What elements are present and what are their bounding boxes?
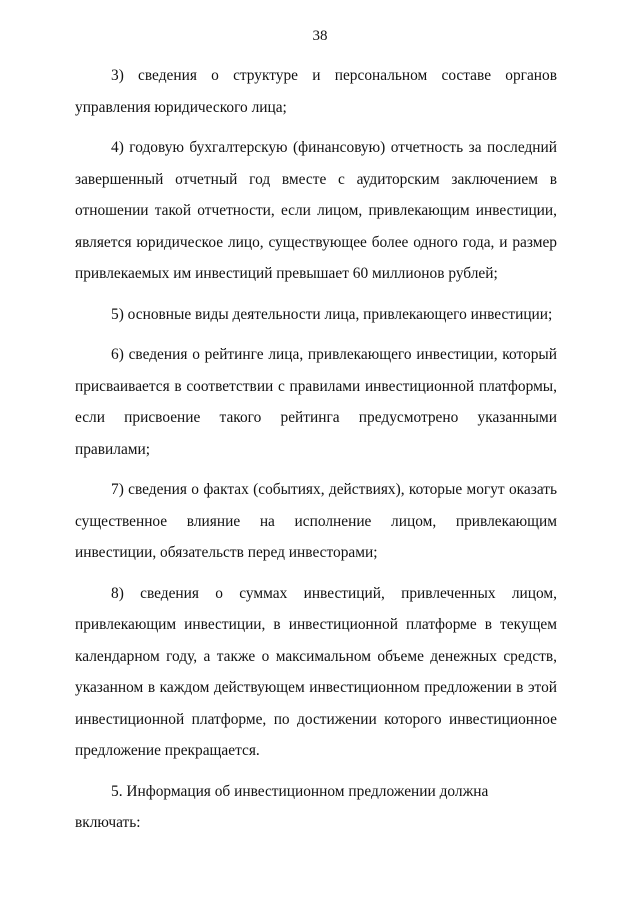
paragraph-item-8: 8) сведения о суммах инвестиций, привлеченных лицом, привлекающим инвестиции, в инвестиционной платформе в текущем календарном году, а также о максимальном объеме денежных средств, указанном в каждом действующем инвестиционном предложении в этой инвестиционной платформе, по достижении которого инвестиционное предложение прекращается. [75, 584, 557, 759]
document-body [75, 60, 557, 848]
paragraph-item-7: 7) сведения о фактах (событиях, действиях), которые могут оказать существенное влияние на исполнение лицом, привлекающим инвестиции, обязательств перед инвесторами; [75, 481, 557, 561]
paragraph-item-6: 6) сведения о рейтинге лица, привлекающего инвестиции, который присваивается в соответствии с правилами инвестиционной платформы, если присвоение такого рейтинга предусмотрено указанными правилами; [75, 346, 557, 458]
page-number: 38 [312, 28, 328, 44]
paragraph-item-3: 3) сведения о структуре и персональном составе органов управления юридического лица; [75, 67, 557, 116]
paragraph-section-5: 5. Информация об инвестиционном предложении должна включать: [75, 782, 489, 831]
paragraph-item-4: 4) годовую бухгалтерскую (финансовую) отчетность за последний завершенный отчетный год вместе с аудиторским заключением в отношении такой отчетности, если лицом, привлекающим инвестиции, является юридическое лицо, существующее более одного года, и размер привлекаемых им инвестиций превышает 60 миллионов рублей; [75, 139, 557, 282]
paragraph-item-5: 5) основные виды деятельности лица, привлекающего инвестиции; [111, 305, 553, 323]
